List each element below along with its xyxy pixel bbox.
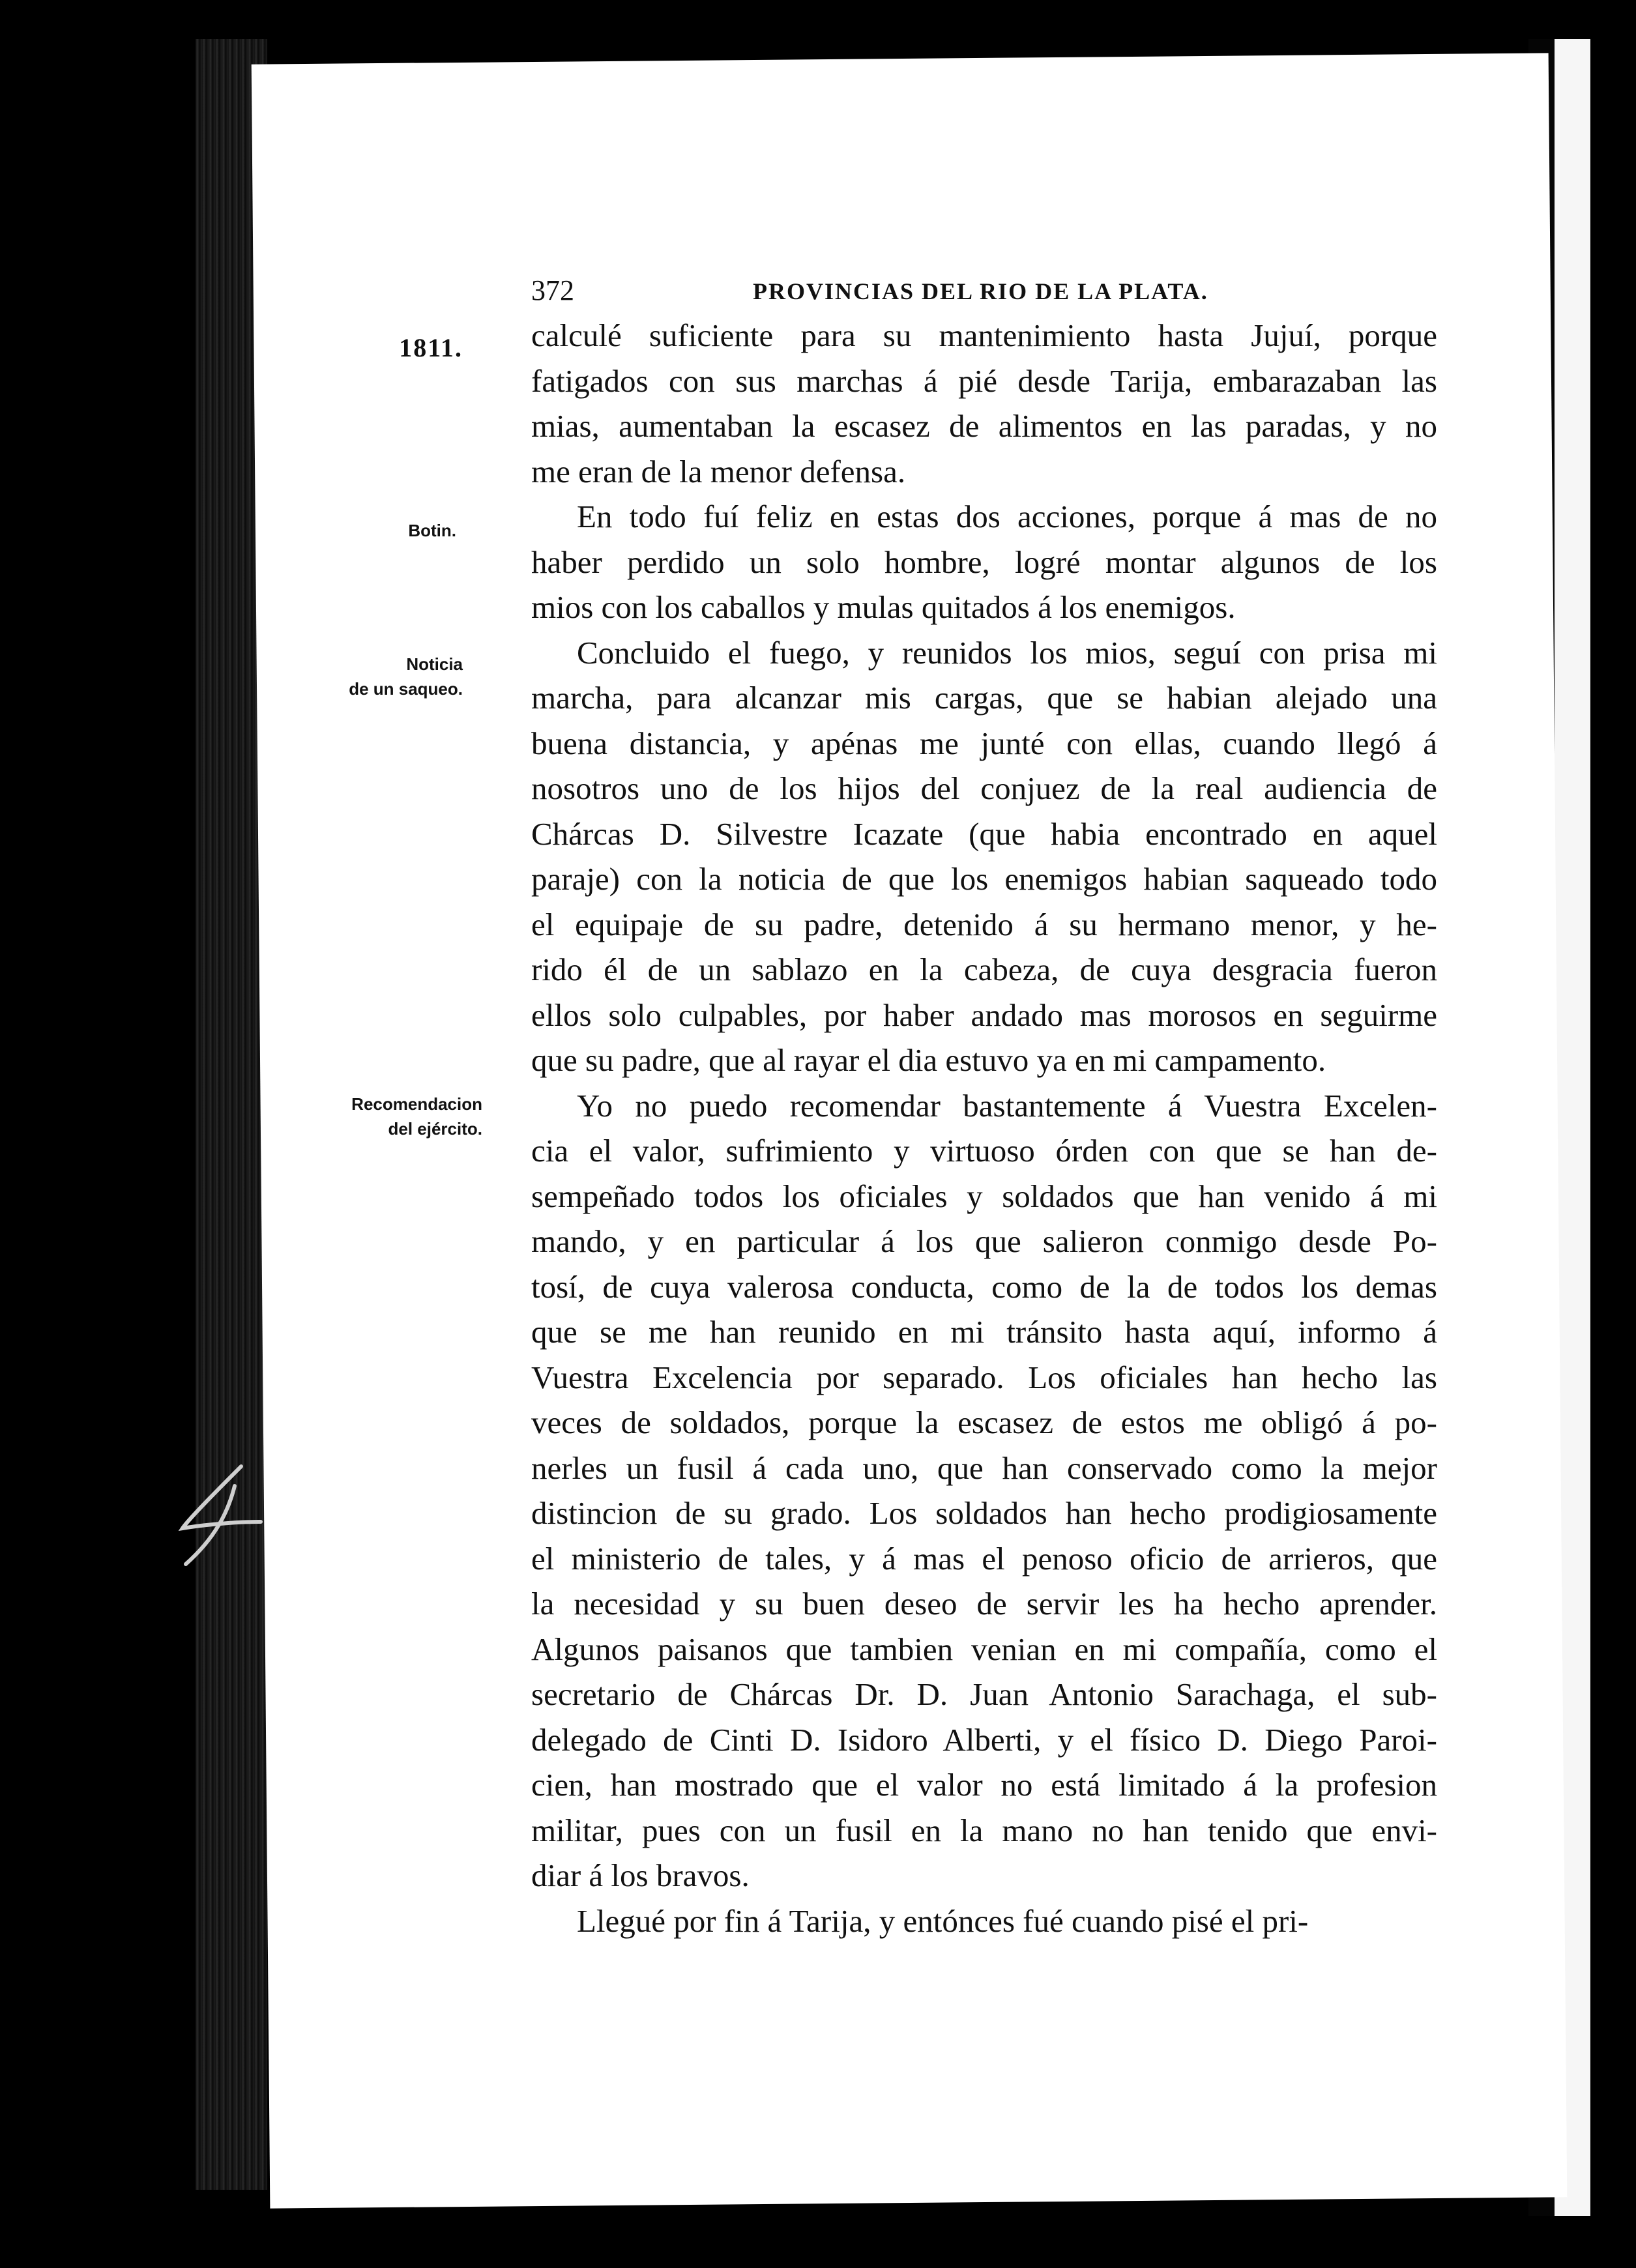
text-line: mias, aumentaban la escasez de alimentos en las paradas, y no bbox=[531, 408, 1437, 444]
text-line: cien, han mostrado que el valor no está limitado á la profesion bbox=[531, 1767, 1437, 1803]
text-line: la necesidad y su buen deseo de servir les ha hecho aprender. bbox=[531, 1586, 1437, 1621]
text-line: militar, pues con un fusil en la mano no han tenido que envi- bbox=[531, 1812, 1437, 1848]
text-line: que se me han reunido en mi tránsito hasta aquí, informo á bbox=[531, 1314, 1437, 1350]
running-head: PROVINCIAS DEL RIO DE LA PLATA. bbox=[753, 278, 1208, 304]
text-line: cia el valor, sufrimiento y virtuoso órden con que se han de- bbox=[531, 1133, 1437, 1169]
margin-botin: Botin. bbox=[408, 521, 456, 540]
text-line: sempeñado todos los oficiales y soldados que han venido á mi bbox=[531, 1178, 1437, 1214]
margin-year: 1811. bbox=[399, 333, 463, 362]
margin-recomendacion: Recomendacion del ejército. bbox=[351, 1094, 482, 1139]
text-line: mando, y en particular á los que salieron conmigo desde Po- bbox=[531, 1223, 1437, 1259]
text-line: Vuestra Excelencia por separado. Los oficiales han hecho las bbox=[531, 1359, 1437, 1395]
text-line: secretario de Chárcas Dr. D. Juan Antonio Sarachaga, el sub- bbox=[531, 1676, 1437, 1712]
text-line: que su padre, que al rayar el dia estuvo ya en mi campamento. bbox=[531, 1042, 1326, 1078]
text-line: tosí, de cuya valerosa conducta, como de la de todos los demas bbox=[531, 1268, 1437, 1305]
margin-noticia: Noticia de un saqueo. bbox=[349, 654, 463, 699]
text-line: nosotros uno de los hijos del conjuez de la real audiencia de bbox=[531, 770, 1437, 806]
page-number: 372 bbox=[531, 274, 574, 306]
text-line: Algunos paisanos que tambien venian en mi compañía, como el bbox=[531, 1631, 1437, 1667]
text-line: Chárcas D. Silvestre Icazate (que habia encontrado en aquel bbox=[531, 815, 1437, 852]
text-line: mios con los caballos y mulas quitados á los enemigos. bbox=[531, 589, 1236, 625]
text-line: veces de soldados, porque la escasez de estos me obligó á po- bbox=[531, 1404, 1437, 1440]
text-line: rido él de un sablazo en la cabeza, de cuya desgracia fueron bbox=[531, 952, 1437, 987]
text-line: el equipaje de su padre, detenido á su hermano menor, y he- bbox=[531, 906, 1437, 942]
text-line: marcha, para alcanzar mis cargas, que se habian alejado una bbox=[531, 680, 1437, 716]
text-line: buena distancia, y apénas me junté con ellas, cuando llegó á bbox=[531, 725, 1437, 761]
text-line: paraje) con la noticia de que los enemigos habian saqueado todo bbox=[531, 861, 1437, 897]
text-line: el ministerio de tales, y á mas el penoso oficio de arrieros, que bbox=[531, 1540, 1437, 1577]
text-line: distincion de su grado. Los soldados han hecho prodigiosamente bbox=[531, 1495, 1437, 1531]
text-line: fatigados con sus marchas á pié desde Tarija, embarazaban las bbox=[531, 362, 1437, 399]
handwritten-pencil-mark bbox=[163, 1460, 274, 1571]
text-line: haber perdido un solo hombre, logré montar algunos de los bbox=[531, 544, 1437, 580]
text-line: Yo no puedo recomendar bastantemente á Vuestra Excelen- bbox=[577, 1087, 1437, 1124]
text-line: En todo fuí feliz en estas dos acciones, porque á mas de no bbox=[577, 499, 1437, 534]
text-line: Llegué por fin á Tarija, y entónces fué cuando pisé el pri- bbox=[577, 1902, 1309, 1939]
text-line: ellos solo culpables, por haber andado mas morosos en seguirme bbox=[531, 996, 1437, 1033]
text-line: nerles un fusil á cada uno, que han conservado como la mejor bbox=[531, 1449, 1437, 1486]
text-line: Concluido el fuego, y reunidos los mios, seguí con prisa mi bbox=[577, 634, 1437, 671]
text-line: calculé suficiente para su mantenimiento hasta Jujuí, porque bbox=[531, 317, 1437, 353]
text-line: diar á los bravos. bbox=[531, 1857, 750, 1893]
text-line: me eran de la menor defensa. bbox=[531, 453, 906, 489]
text-line: delegado de Cinti D. Isidoro Alberti, y el físico D. Diego Paroi- bbox=[531, 1721, 1437, 1758]
body-text bbox=[531, 313, 1437, 1943]
